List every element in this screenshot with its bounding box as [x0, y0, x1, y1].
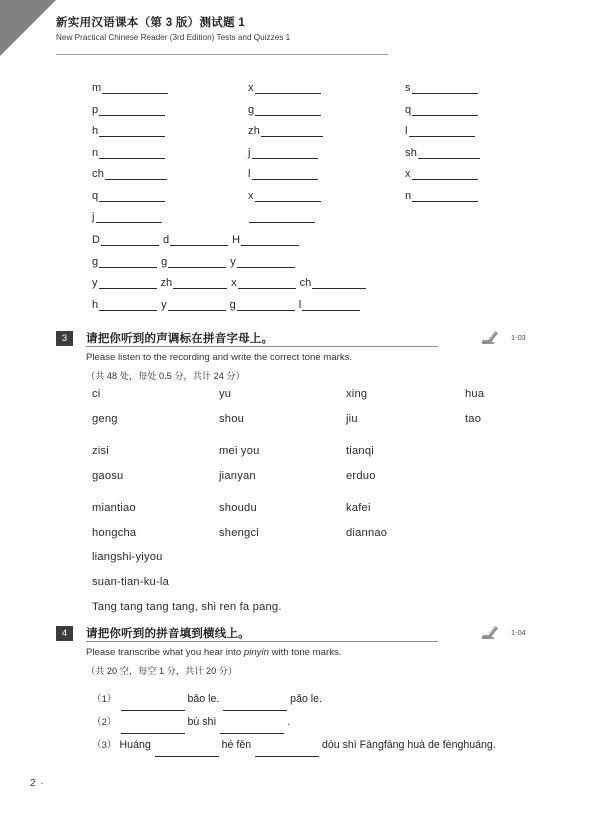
pinyin-word: tianqi — [346, 445, 374, 457]
pinyin-word: geng — [92, 413, 118, 425]
initials-row — [92, 82, 552, 104]
section-3-heading — [56, 330, 556, 350]
initial-blank[interactable] — [255, 82, 321, 94]
initial-letter: x — [248, 82, 254, 94]
combination-letter: g — [229, 298, 236, 311]
pinyin-combination-rows — [92, 234, 532, 320]
pinyin-word: hua — [465, 388, 485, 400]
combination-letter: y — [161, 298, 167, 311]
initial-letter: m — [92, 82, 102, 94]
fill-in-text: Huáng — [119, 739, 154, 751]
combination-blank[interactable] — [173, 277, 227, 289]
initial-blank[interactable] — [418, 147, 480, 159]
pinyin-phrase: suan-tian-ku-la — [92, 576, 169, 588]
combination-cell — [230, 256, 295, 268]
section-3-audio-track: 1-03 — [511, 333, 526, 342]
fill-in-text: dōu shì Fāngfāng huà de fènghuáng. — [319, 739, 496, 751]
combination-blank[interactable] — [99, 299, 157, 311]
exercise-section-3 — [56, 330, 556, 386]
section-4-title-english-part1: Please transcribe what you hear into — [86, 647, 244, 658]
fill-in-item — [92, 734, 552, 757]
initials-row — [92, 104, 552, 126]
initials-cell — [248, 168, 318, 180]
initial-letter: l — [405, 125, 408, 137]
initials-cell — [248, 190, 321, 202]
section-3-number-badge: 3 — [56, 331, 73, 346]
initials-cell — [92, 82, 168, 94]
initial-letter: l — [248, 168, 251, 180]
initials-cell — [405, 147, 480, 159]
pinyin-word: diannao — [346, 527, 388, 539]
initials-cell — [248, 125, 323, 137]
combination-cell — [92, 299, 157, 311]
initial-letter: q — [405, 103, 412, 116]
pinyin-word-row — [92, 413, 552, 445]
combination-row — [92, 299, 532, 321]
initial-letter: h — [92, 125, 99, 137]
initial-letter: g — [248, 103, 255, 116]
initials-cell — [248, 82, 321, 94]
initial-letter: ch — [92, 168, 105, 180]
initial-blank[interactable] — [409, 125, 475, 137]
initials-cell — [92, 104, 165, 116]
header-text-block — [56, 16, 526, 44]
pinyin-word-row — [92, 445, 552, 470]
fill-in-text: pǎo le. — [287, 693, 322, 705]
initial-letter: x — [405, 168, 411, 180]
pinyin-word: shoudu — [219, 502, 257, 514]
initials-cell — [92, 211, 162, 223]
initial-blank[interactable] — [255, 104, 321, 116]
initials-cell — [92, 147, 165, 159]
combination-letter: g — [92, 255, 99, 268]
initial-letter: n — [92, 146, 99, 159]
section-4-title-english-italic: pinyin — [243, 647, 269, 658]
combination-cell — [232, 234, 299, 246]
speaker-icon — [480, 326, 506, 351]
combination-cell — [92, 256, 157, 268]
fill-in-item-number: （1） — [92, 694, 117, 705]
combination-blank[interactable] — [241, 234, 299, 246]
pinyin-word: erduo — [346, 470, 376, 482]
initials-cell — [405, 190, 478, 202]
combination-letter: d — [162, 234, 170, 246]
section-4-title-english — [86, 645, 556, 661]
fill-in-blank[interactable] — [255, 745, 319, 757]
initials-cell — [92, 190, 165, 202]
initial-blank[interactable] — [255, 190, 321, 202]
fill-in-blank[interactable] — [220, 722, 284, 734]
initial-blank[interactable] — [412, 190, 478, 202]
section-4-audio-track: 1-04 — [511, 628, 526, 637]
combination-cell — [300, 277, 367, 289]
initial-letter: q — [92, 189, 99, 202]
initials-cell — [248, 147, 318, 159]
initial-letter: j — [248, 146, 251, 159]
combination-blank[interactable] — [312, 277, 366, 289]
initial-blank[interactable] — [99, 104, 165, 116]
pinyin-word: zisi — [92, 445, 109, 457]
section-4-title-chinese: 请把你听到的拼音填到横线上。 — [86, 628, 250, 640]
pinyin-word: tao — [465, 413, 482, 425]
page-number: 2 · — [30, 778, 45, 789]
initial-letter: s — [405, 82, 411, 94]
pinyin-phrase: liangshi-yiyou — [92, 551, 163, 563]
combination-blank[interactable] — [237, 256, 295, 268]
combination-blank[interactable] — [99, 256, 157, 268]
initials-cell — [248, 104, 321, 116]
initials-row — [92, 168, 552, 190]
initial-letter: p — [92, 103, 99, 116]
combination-letter: y — [92, 277, 98, 289]
page-title-english: New Practical Chinese Reader (3rd Edition) Tests and Quizzes 1 — [56, 33, 291, 42]
section-4-audio-badge[interactable] — [480, 621, 542, 643]
initial-blank[interactable] — [412, 104, 478, 116]
fill-in-blank[interactable] — [223, 699, 287, 711]
combination-cell — [299, 299, 360, 311]
pinyin-word: jianyan — [219, 470, 256, 482]
pinyin-word: xing — [346, 388, 368, 400]
combination-blank[interactable] — [168, 256, 226, 268]
initial-blank[interactable] — [105, 168, 167, 180]
speaker-icon — [480, 621, 506, 646]
section-4-fill-in-items — [92, 688, 552, 757]
initial-blank[interactable] — [252, 147, 318, 159]
initial-blank[interactable] — [96, 211, 162, 223]
combination-row — [92, 277, 532, 299]
section-4-score-note: （共 20 空，每空 1 分，共计 20 分） — [86, 666, 238, 676]
corner-wedge-decoration — [0, 0, 56, 56]
initial-letter: x — [248, 189, 254, 202]
pinyin-word: ci — [92, 388, 101, 400]
initials-cell — [92, 125, 165, 137]
combination-letter: g — [161, 255, 168, 268]
section-4-heading — [56, 625, 556, 645]
initial-blank[interactable] — [412, 82, 478, 94]
fill-in-text: . — [284, 716, 291, 728]
exercise-section-4 — [56, 625, 556, 681]
fill-in-item-number: （3） — [92, 740, 117, 751]
combination-cell — [92, 234, 159, 246]
section-3-score-note: （共 48 处，每处 0.5 分，共计 24 分） — [86, 371, 245, 381]
initial-blank[interactable] — [412, 168, 478, 180]
initials-row — [92, 147, 552, 169]
initials-cell — [248, 211, 315, 223]
initial-blank[interactable] — [99, 147, 165, 159]
fill-in-item — [92, 711, 552, 734]
fill-in-text: hé fěn — [218, 739, 255, 751]
pinyin-word: hongcha — [92, 527, 137, 539]
combination-letter: zh — [160, 277, 173, 289]
initial-blank[interactable] — [249, 211, 315, 223]
combination-blank[interactable] — [99, 277, 157, 289]
initials-cell — [405, 104, 478, 116]
pinyin-word: kafei — [346, 502, 371, 514]
initial-blank[interactable] — [261, 125, 323, 137]
combination-row — [92, 256, 532, 278]
combination-cell — [231, 277, 296, 289]
combination-blank[interactable] — [101, 234, 159, 246]
section-3-title-underline — [86, 346, 438, 347]
combination-letter: ch — [299, 277, 312, 289]
fill-in-item-number: （2） — [92, 717, 117, 728]
section-3-title-english: Please listen to the recording and write the correct tone marks. — [86, 352, 353, 363]
combination-blank[interactable] — [238, 277, 296, 289]
combination-letter: x — [231, 277, 237, 289]
combination-cell — [161, 277, 228, 289]
pinyin-word: jiu — [346, 413, 358, 425]
combination-letter: D — [92, 234, 100, 246]
initial-blank[interactable] — [99, 125, 165, 137]
initial-blank[interactable] — [99, 190, 165, 202]
combination-blank[interactable] — [168, 299, 226, 311]
initials-row — [92, 211, 552, 233]
header-divider — [56, 54, 388, 55]
initial-blank[interactable] — [102, 82, 168, 94]
combination-letter: h — [92, 298, 99, 311]
section-3-phrase-list — [92, 545, 282, 620]
combination-cell — [230, 299, 295, 311]
pinyin-word-row — [92, 502, 552, 527]
combination-letter: y — [230, 255, 236, 268]
fill-in-item — [92, 688, 552, 711]
section-3-audio-badge[interactable] — [480, 326, 542, 348]
section-4-title-underline — [86, 641, 438, 642]
combination-row — [92, 234, 532, 256]
initial-letter: j — [92, 211, 95, 223]
initial-letter: sh — [405, 146, 418, 159]
page-header — [0, 0, 616, 60]
pinyin-word: mei you — [219, 445, 260, 457]
pinyin-word: miantiao — [92, 502, 136, 514]
initials-row — [92, 125, 552, 147]
pinyin-initials-grid — [92, 82, 552, 233]
combination-cell — [161, 299, 226, 311]
combination-blank[interactable] — [237, 299, 295, 311]
combination-cell — [92, 277, 157, 289]
section-4-title-english-part2: with tone marks. — [268, 647, 342, 658]
initials-row — [92, 190, 552, 212]
fill-in-blank[interactable] — [121, 722, 185, 734]
pinyin-word-row — [92, 388, 552, 413]
fill-in-blank[interactable] — [121, 699, 185, 711]
combination-cell — [161, 256, 226, 268]
section-4-number-badge: 4 — [56, 626, 73, 641]
fill-in-text: bú shì — [184, 716, 220, 728]
initials-cell — [92, 168, 167, 180]
initial-blank[interactable] — [252, 168, 318, 180]
pinyin-word: gaosu — [92, 470, 124, 482]
initials-cell — [405, 125, 475, 137]
fill-in-text: bǎo le. — [184, 693, 223, 705]
pinyin-word: yu — [219, 388, 232, 400]
pinyin-word: shengci — [219, 527, 259, 539]
initials-cell — [405, 82, 478, 94]
initial-letter: n — [405, 189, 412, 202]
initial-letter: zh — [248, 125, 261, 137]
combination-blank[interactable] — [170, 234, 228, 246]
pinyin-phrase: Tang tang tang tang, shi ren fa pang. — [92, 601, 282, 613]
combination-letter: H — [232, 234, 241, 246]
page-title-chinese: 新实用汉语课本（第 3 版）测试题 1 — [56, 17, 246, 29]
section-3-word-grid — [92, 388, 552, 552]
pinyin-word: shou — [219, 413, 245, 425]
section-3-title-chinese: 请把你听到的声调标在拼音字母上。 — [86, 333, 274, 345]
initials-cell — [405, 168, 478, 180]
pinyin-word-row — [92, 470, 552, 502]
fill-in-blank[interactable] — [155, 745, 219, 757]
combination-letter: l — [298, 298, 302, 311]
combination-blank[interactable] — [302, 299, 360, 311]
combination-cell — [163, 234, 228, 246]
